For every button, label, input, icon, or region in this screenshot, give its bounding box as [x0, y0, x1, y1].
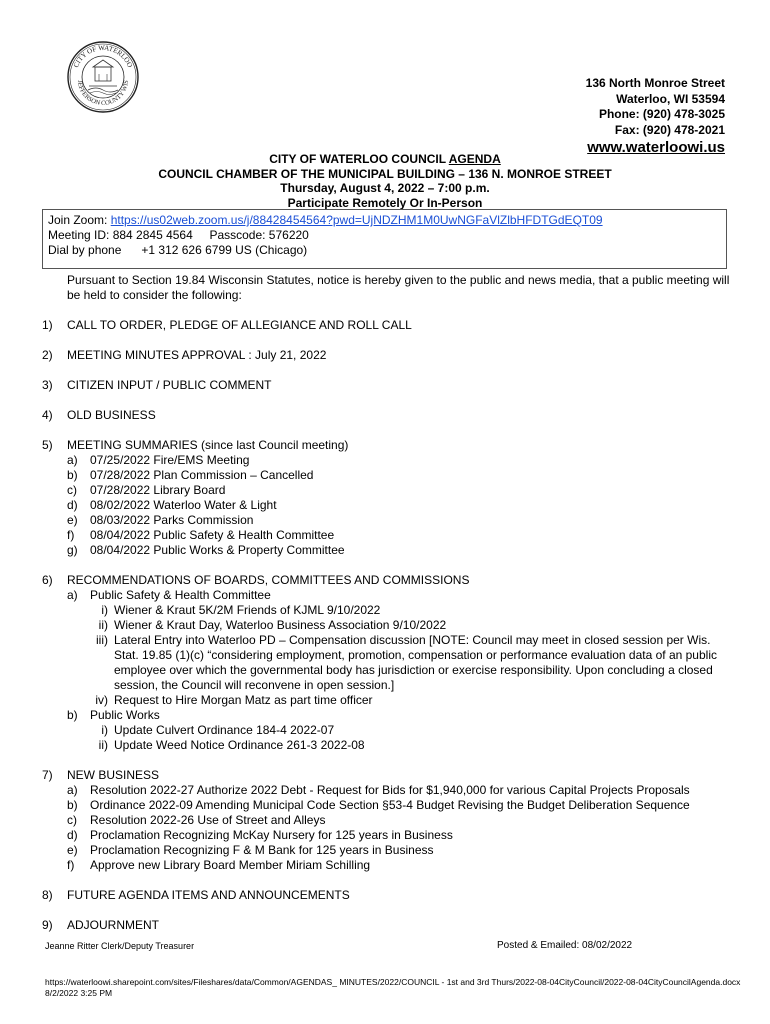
sub-item: g) 08/04/2022 Public Works & Property Committee [67, 543, 345, 557]
sub-sub-item: i) Update Culvert Ordinance 184-4 2022-07 [101, 723, 335, 737]
meeting-location: COUNCIL CHAMBER OF THE MUNICIPAL BUILDING – 136 N. MONROE STREET [158, 166, 612, 181]
zoom-meeting-id: Meeting ID: 884 2845 4564 Passcode: 576220 [48, 228, 309, 242]
sub-item: a) Public Safety & Health Committee i) Wiener & Kraut 5K/2M Friends of KJML 9/10/2022 ii) Wiener & Kraut Day, Waterloo Business Association 9/10/2022 iii) Lateral Entry into Waterloo PD – Compensation discussion [NOTE: Council may meet in closed session per Wis. Stat. 19.85 (1)(c) “considering employment, promotion, compensation or performance evaluation data of an public employee over which the governmental body has jurisdiction or exercise responsibility. Upon concluding a closed session, the Council will reconvene in open session.] iv) Request to Hire Morgan Matz as part time officer [67, 588, 732, 708]
print-timestamp: 8/2/2022 3:25 PM [45, 988, 113, 998]
agenda-item: 1) CALL TO ORDER, PLEDGE OF ALLEGIANCE AND ROLL CALL [42, 318, 412, 332]
website-link[interactable]: www.waterloowi.us [587, 139, 725, 156]
zoom-dial-in: Dial by phone +1 312 626 6799 US (Chicago) [48, 243, 308, 257]
svg-text:JEFFERSON COUNTY WIS: JEFFERSON COUNTY WIS [75, 79, 131, 108]
svg-text:CITY OF WATERLOO: CITY OF WATERLOO [71, 43, 135, 69]
intro-paragraph: Pursuant to Section 19.84 Wisconsin Statutes, notice is hereby given to the public and news media, that a public meeting will be held to consider the following: [67, 273, 730, 302]
sub-sub-item: ii) Update Weed Notice Ordinance 261-3 2022-08 [98, 738, 365, 752]
phone-number: Phone: (920) 478-3025 [598, 107, 725, 121]
address-block [586, 76, 725, 158]
agenda-item: 9) ADJOURNMENT [42, 918, 159, 932]
city-state-zip: Waterloo, WI 53594 [616, 91, 725, 106]
sub-item: b) Public Works i) Update Culvert Ordinance 184-4 2022-07 ii) Update Weed Notice Ordinance 261-3 2022-08 [67, 708, 732, 753]
agenda-item: 5) MEETING SUMMARIES (since last Council meeting) a) 07/25/2022 Fire/EMS Meeting b) 07/28/2022 Plan Commission – Cancelled c) 07/28/2022 Library Board d) 08/02/2022 Waterloo Water & Light e) 08/03/2022 Parks Commission f) 08/04/2022 Public Safety & Health Committee g) 08/04/2022 Public Works & Property Committee [42, 438, 732, 558]
street-address: 136 North Monroe Street [585, 76, 725, 90]
meeting-datetime: Thursday, August 4, 2022 – 7:00 p.m. [280, 181, 490, 195]
zoom-info-box [42, 209, 727, 269]
sub-item: f) Approve new Library Board Member Miriam Schilling [67, 858, 371, 872]
agenda-body [42, 270, 732, 933]
file-path: https://waterloowi.sharepoint.com/sites/Fileshares/data/Common/AGENDAS_ MINUTES/2022/COUNCIL - 1st and 3rd Thurs/2022-08-04CityCouncil/2022-08-04CityCouncilAgenda.docx [45, 977, 741, 987]
sub-sub-item: iv) Request to Hire Morgan Matz as part time officer [95, 693, 373, 707]
zoom-join-line: Join Zoom: https://us02web.zoom.us/j/88428454564?pwd=UjNDZHM1M0UwNGFaVlZlbHFDTGdEQT09 [48, 213, 603, 227]
city-seal-logo [66, 40, 140, 114]
sub-item: a) 07/25/2022 Fire/EMS Meeting [67, 453, 250, 467]
sub-item: d) 08/02/2022 Waterloo Water & Light [67, 498, 277, 512]
sub-item: b) 07/28/2022 Plan Commission – Cancelled [67, 468, 314, 482]
agenda-item: 7) NEW BUSINESS a) Resolution 2022-27 Authorize 2022 Debt - Request for Bids for $1,940,000 for various Capital Projects Proposals b) Ordinance 2022-09 Amending Municipal Code Section §53-4 Budget Revising the Budget Deliberation Sequence c) Resolution 2022-26 Use of Street and Alleys d) Proclamation Recognizing McKay Nursery for 125 years in Business e) Proclamation Recognizing F & M Bank for 125 years in Business f) Approve new Library Board Member Miriam Schilling [42, 768, 732, 873]
zoom-link[interactable]: https://us02web.zoom.us/j/88428454564?pwd=UjNDZHM1M0UwNGFaVlZlbHFDTGdEQT09 [110, 213, 603, 227]
participation-note: Participate Remotely Or In-Person [287, 195, 483, 210]
agenda-item: 8) FUTURE AGENDA ITEMS AND ANNOUNCEMENTS [42, 888, 350, 902]
sub-sub-item: i) Wiener & Kraut 5K/2M Friends of KJML 9/10/2022 [101, 603, 381, 617]
signer-name: Jeanne Ritter Clerk/Deputy Treasurer [45, 941, 195, 951]
sub-item: a) Resolution 2022-27 Authorize 2022 Debt - Request for Bids for $1,940,000 for various Capital Projects Proposals [67, 783, 690, 797]
sub-sub-item: iii) Lateral Entry into Waterloo PD – Compensation discussion [NOTE: Council may meet in closed session per Wis. Stat. 19.85 (1)(c) “considering employment, promotion, compensation or performance evaluation data of an public employee over which the governmental body has jurisdiction or exercise responsibility. Upon concluding a closed session, the Council will reconvene in open session.] [96, 633, 717, 692]
sub-item: c) 07/28/2022 Library Board [67, 483, 226, 497]
sub-sub-item: ii) Wiener & Kraut Day, Waterloo Business Association 9/10/2022 [98, 618, 447, 632]
sub-item: f) 08/04/2022 Public Safety & Health Committee [67, 528, 335, 542]
fax-number: Fax: (920) 478-2021 [614, 122, 725, 137]
document-path [45, 977, 745, 999]
page-title: CITY OF WATERLOO COUNCIL AGENDA [269, 152, 501, 166]
sub-item: c) Resolution 2022-26 Use of Street and Alleys [67, 813, 326, 827]
agenda-item: 4) OLD BUSINESS [42, 408, 156, 422]
posted-date: Posted & Emailed: 08/02/2022 [497, 940, 633, 951]
agenda-item: 2) MEETING MINUTES APPROVAL : July 21, 2022 [42, 348, 327, 362]
agenda-header [0, 152, 770, 210]
sub-item: e) Proclamation Recognizing F & M Bank for 125 years in Business [67, 843, 434, 857]
sub-item: b) Ordinance 2022-09 Amending Municipal Code Section §53-4 Budget Revising the Budget Deliberation Sequence [67, 798, 690, 812]
sub-item: d) Proclamation Recognizing McKay Nursery for 125 years in Business [67, 828, 453, 842]
agenda-item: 3) CITIZEN INPUT / PUBLIC COMMENT [42, 378, 272, 392]
sub-item: e) 08/03/2022 Parks Commission [67, 513, 254, 527]
agenda-item: 6) RECOMMENDATIONS OF BOARDS, COMMITTEES AND COMMISSIONS a) Public Safety & Health Committee i) Wiener & Kraut 5K/2M Friends of KJML 9/10/2022 ii) Wiener & Kraut Day, Waterloo Business Association 9/10/2022 iii) Lateral Entry into Waterloo PD – Compensation discussion [NOTE: Council may meet in closed session per Wis. Stat. 19.85 (1)(c) “considering employment, promotion, compensation or performance evaluation data of an public employee over which the governmental body has jurisdiction or exercise responsibility. Upon concluding a closed session, the Council will reconvene in open session.] iv) Request to Hire Morgan Matz as part time officer b) Public Works i) Update Culvert Ordinance 184-4 2022-07 ii) Update Weed Notice Ordinance 261-3 2022-08 [42, 573, 732, 753]
